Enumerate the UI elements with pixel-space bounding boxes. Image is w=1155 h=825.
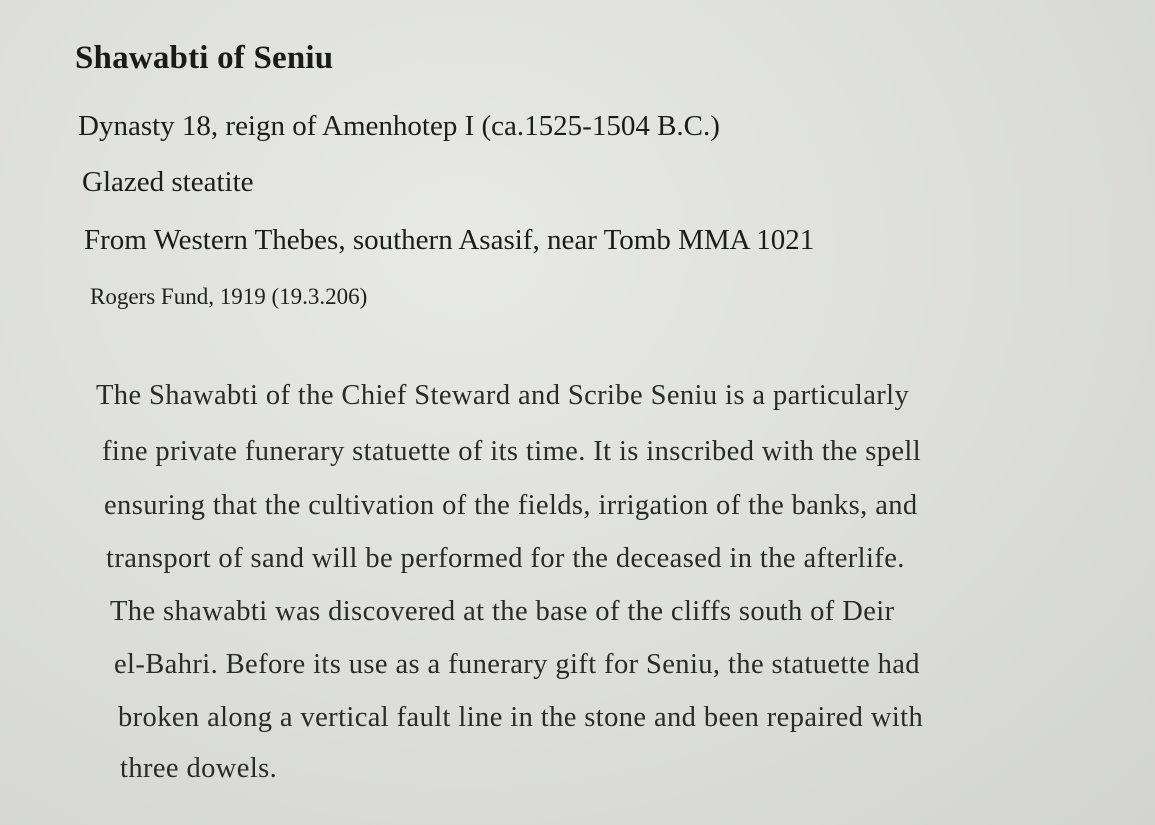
description-line: broken along a vertical fault line in the stone and been repaired with [118,702,924,733]
material-line: Glazed steatite [82,166,254,198]
description-line: fine private funerary statuette of its time. It is inscribed with the spell [102,436,922,467]
description-line: ensuring that the cultivation of the fields, irrigation of the banks, and [104,490,918,521]
object-title: Shawabti of Seniu [75,40,334,76]
description-line: three dowels. [120,753,278,784]
dynasty-date-line: Dynasty 18, reign of Amenhotep I (ca.1525-1504 B.C.) [78,110,720,142]
description-line: The Shawabti of the Chief Steward and Scribe Seniu is a particularly [96,380,910,411]
credit-line: Rogers Fund, 1919 (19.3.206) [90,284,368,309]
provenance-line: From Western Thebes, southern Asasif, near Tomb MMA 1021 [84,224,815,256]
description-line: el-Bahri. Before its use as a funerary gift for Seniu, the statuette had [114,649,920,680]
description-line: transport of sand will be performed for the deceased in the afterlife. [106,543,905,574]
description-line: The shawabti was discovered at the base of the cliffs south of Deir [110,596,895,627]
